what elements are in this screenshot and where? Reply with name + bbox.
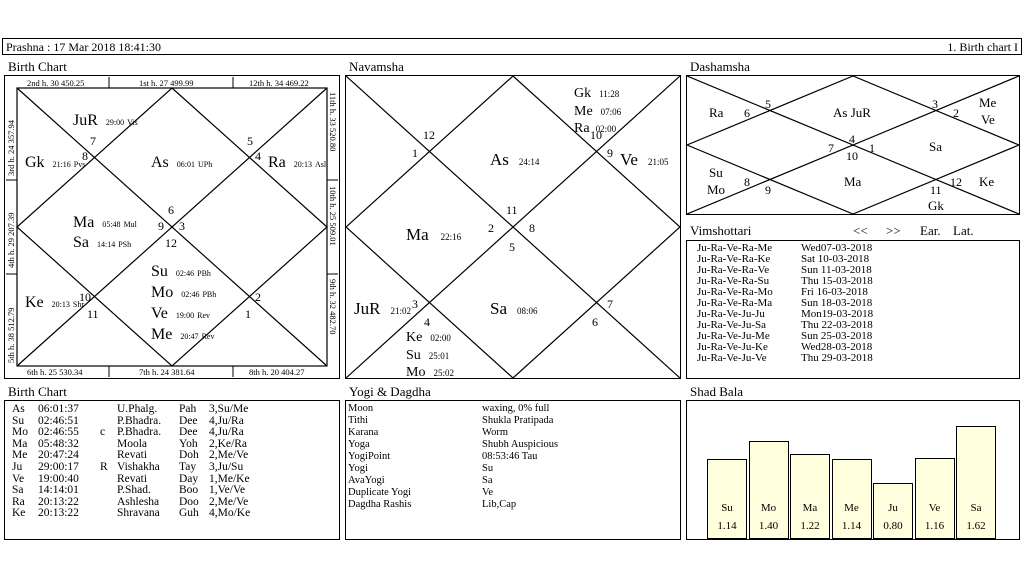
period-label: Ju-Ra-Ve-Ra-Ve: [697, 264, 770, 276]
table-row: [12, 404, 279, 416]
period-date: Wed07-03-2018: [801, 242, 873, 254]
house-number: 8: [529, 221, 535, 235]
house-number: 5: [509, 240, 515, 254]
planet-ve: [620, 150, 669, 169]
house-number: 1: [245, 307, 251, 321]
planet-as-jur: As JuR: [833, 105, 871, 120]
nakshatra-cell: Revati: [117, 449, 148, 462]
house-number: 8: [744, 175, 750, 189]
chart-text: Ra: [574, 121, 590, 136]
chart-text: 21:05: [647, 157, 669, 167]
period-label: Ju-Ra-Ve-Ra-Ke: [697, 253, 771, 265]
chart-text: 02:46: [175, 269, 195, 278]
yogi-row: [348, 463, 558, 475]
nakshatra-cell: Moola: [117, 437, 148, 450]
chart-text: JuR: [73, 112, 98, 129]
planet-mo: [151, 284, 216, 301]
birth-chart-title: Birth Chart: [8, 59, 67, 74]
yogi-panel: [345, 400, 681, 540]
house-number: 7: [607, 297, 613, 311]
bar-value: 1.22: [800, 520, 820, 532]
yogi-key: Karana: [348, 427, 379, 438]
nakshatra-cell: Shravana: [117, 507, 160, 520]
bar-value: 1.14: [841, 520, 862, 532]
planet-ve: Ve: [981, 112, 995, 127]
yogi-title: Yogi & Dagdha: [349, 384, 431, 399]
house-number: 7: [828, 141, 834, 155]
house-number: 6: [744, 106, 750, 120]
shad-bala-bar: [790, 454, 830, 539]
birth-chart-panel[interactable]: [4, 75, 340, 379]
shad-bala-bar: [707, 459, 747, 539]
yogi-value: waxing, 0% full: [482, 403, 550, 414]
flag-cell: [100, 508, 117, 520]
yogi-value: Su: [482, 463, 494, 474]
planet-sa: [490, 299, 538, 318]
lord-cell: 2,Me/Ve: [209, 449, 249, 462]
bar-label: Ju: [888, 502, 898, 514]
yogi-row: [348, 415, 558, 427]
yogi-value: Shukla Pratipada: [482, 415, 554, 426]
nakshatra-cell: P.Shad.: [117, 484, 151, 497]
chart-text: Rev: [201, 332, 215, 341]
chart-text: Mo: [406, 365, 426, 378]
planet-cell: Su: [12, 414, 25, 427]
house-number: 2: [488, 221, 494, 235]
nakshatra-cell: P.Bhadra.: [117, 426, 162, 439]
period-date: Sun 18-03-2018: [801, 297, 873, 309]
shad-bala-bar: [832, 459, 872, 539]
vimshottari-later-option[interactable]: Lat.: [953, 223, 974, 238]
pada-cell: Yoh: [179, 437, 198, 450]
lord-cell: 3,Su/Me: [209, 403, 249, 415]
chart-text: 11:28: [599, 89, 620, 99]
house-number: 2: [255, 290, 261, 304]
planet-sa: Sa: [929, 139, 942, 154]
yogi-key: Yogi: [348, 463, 368, 474]
vimshottari-row[interactable]: [697, 353, 873, 364]
planet-ma: [406, 225, 462, 244]
chart-text: 20:13: [293, 160, 313, 169]
house-number: 3: [932, 97, 938, 111]
flag-cell: R: [100, 460, 108, 473]
navamsha-diagram: [346, 76, 680, 378]
planet-su: [406, 348, 449, 363]
lord-cell: 4,Ju/Ra: [209, 426, 244, 439]
planet-ke: Ke: [979, 174, 995, 189]
house-number: 4: [424, 315, 430, 329]
house-number: 12: [423, 128, 435, 142]
bar-label: Ve: [928, 502, 941, 514]
lord-cell: 2,Me/Ve: [209, 495, 249, 508]
pada-cell: Guh: [179, 507, 199, 520]
planet-as: [151, 154, 212, 171]
planet-gk: Gk: [928, 198, 944, 213]
chart-info-text: Prashna : 17 Mar 2018 18:41:30: [6, 40, 161, 54]
period-label: Ju-Ra-Ve-Ra-Ma: [697, 297, 773, 309]
house-number: 5: [247, 134, 253, 148]
lord-cell: 4,Ju/Ra: [209, 414, 244, 427]
yogi-row: [348, 427, 558, 439]
yogi-value: Shubh Auspicious: [482, 439, 559, 450]
shad-bala-bar: [956, 426, 996, 539]
period-date: Thu 29-03-2018: [801, 352, 873, 364]
yogi-row: [348, 487, 558, 499]
period-date: Thu 15-03-2018: [801, 275, 873, 287]
period-label: Ju-Ra-Ve-Ju-Ve: [697, 352, 767, 364]
bar-label: Me: [844, 502, 859, 514]
house-number: 7: [90, 134, 96, 148]
house-label-4th: 4th h. 29 207.39: [6, 212, 16, 268]
yogi-row: [348, 439, 558, 451]
chart-text: PBh: [197, 269, 211, 278]
house-number: 11: [87, 307, 99, 321]
house-number: 4: [255, 149, 261, 163]
period-label: Ju-Ra-Ve-Ra-Su: [697, 275, 770, 287]
navamsha-panel[interactable]: [345, 75, 681, 379]
vimshottari-earlier-option[interactable]: Ear.: [920, 223, 941, 238]
chart-text: Vis: [127, 118, 138, 127]
planet-cell: Me: [12, 449, 28, 462]
chart-text: 02:46: [181, 290, 200, 299]
chart-text: 21:16: [52, 160, 71, 169]
house-label-6th: 6th h. 25 530.34: [27, 367, 83, 377]
house-label-12th: 12th h. 34 469.22: [249, 78, 309, 88]
planet-me: [151, 326, 214, 343]
longitude-cell: 05:48:32: [38, 437, 79, 450]
navamsha-title: Navamsha: [349, 59, 404, 74]
house-number: 2: [953, 106, 959, 120]
chart-text: Ve: [620, 150, 638, 169]
bar-value: 1.40: [758, 520, 779, 532]
planet-su: Su: [709, 165, 723, 180]
bar-label: Mo: [760, 502, 777, 514]
planet-cell: Ra: [12, 495, 25, 508]
house-label-2nd: 2nd h. 30 450.25: [27, 78, 85, 88]
yogi-key: YogiPoint: [348, 451, 391, 462]
house-number: 10: [846, 149, 858, 163]
house-number: 11: [930, 183, 942, 197]
nakshatra-cell: Revati: [117, 472, 148, 485]
pada-cell: Dee: [179, 414, 198, 427]
planet-cell: As: [12, 403, 25, 415]
shad-bala-chart: [707, 401, 997, 539]
chart-text: Ma: [406, 225, 429, 244]
dashamsha-title: Dashamsha: [690, 59, 750, 74]
flag-cell: c: [100, 426, 106, 439]
chart-text: Ke: [406, 330, 423, 345]
longitude-cell: 20:13:22: [38, 495, 79, 508]
bar-value: 1.14: [717, 520, 737, 532]
period-label: Ju-Ra-Ve-Ra-Me: [697, 242, 773, 254]
chart-text: Gk: [25, 154, 45, 171]
planet-ve: [151, 305, 210, 322]
yogi-key: Moon: [348, 403, 374, 414]
bar-label: Su: [721, 502, 733, 514]
pada-cell: Boo: [179, 484, 199, 497]
nakshatra-cell: P.Bhadra.: [117, 414, 162, 427]
house-number: 3: [412, 297, 418, 311]
house-number: 8: [82, 149, 88, 163]
planet-cell: Sa: [12, 484, 24, 497]
house-label-3rd: 3rd h. 24 357.94: [6, 120, 16, 176]
pada-cell: Doh: [179, 449, 199, 462]
chart-text: Sa: [73, 234, 89, 251]
shad-bala-title: Shad Bala: [690, 384, 744, 399]
planet-cell: Ve: [12, 472, 25, 485]
flag-cell: [100, 404, 117, 416]
house-label-10th: 10th h. 25 509.01: [328, 186, 338, 246]
period-label: Ju-Ra-Ve-Ra-Mo: [697, 286, 773, 298]
yogi-value: 08:53:46 Tau: [482, 451, 538, 462]
pada-cell: Pah: [179, 403, 197, 415]
longitude-cell: 06:01:37: [38, 403, 79, 415]
house-number: 1: [412, 146, 418, 160]
chart-text: 14:14: [97, 240, 116, 249]
vimshottari-list[interactable]: [686, 240, 1020, 379]
chart-text: Asl: [315, 160, 327, 169]
chart-text: UPh: [198, 160, 213, 169]
chart-text: PSh: [118, 240, 132, 249]
house-number: 9: [765, 183, 771, 197]
pada-cell: Doo: [179, 495, 199, 508]
planet-me: [574, 104, 622, 119]
longitude-cell: 20:47:24: [38, 449, 79, 462]
chart-text: As: [151, 154, 169, 171]
chart-text: Ma: [73, 214, 95, 231]
house-number: 5: [765, 97, 771, 111]
nakshatra-cell: Ashlesha: [117, 495, 160, 508]
house-number: 6: [168, 203, 174, 217]
chart-text: Sa: [490, 299, 507, 318]
pada-cell: Tay: [179, 460, 197, 473]
chart-text: 07:06: [600, 107, 622, 117]
chart-text: 25:02: [433, 368, 454, 378]
period-date: Sat 10-03-2018: [801, 253, 870, 265]
nakshatra-cell: U.Phalg.: [117, 403, 158, 415]
planet-su: [151, 263, 211, 280]
table-row: [12, 508, 279, 520]
chart-text: 24:14: [518, 157, 540, 167]
nakshatra-cell: Vishakha: [117, 460, 160, 473]
planet-cell: Ma: [12, 437, 28, 450]
chart-text: Gk: [574, 86, 592, 101]
chart-text: Mo: [151, 284, 174, 301]
longitude-cell: 19:00:40: [38, 472, 79, 485]
chart-text: Ra: [268, 154, 286, 171]
pada-cell: Dee: [179, 426, 198, 439]
period-date: Sun 11-03-2018: [801, 264, 872, 276]
period-date: Wed28-03-2018: [801, 341, 873, 353]
yogi-value: Lib,Cap: [482, 499, 517, 510]
planet-mo: [406, 365, 454, 378]
birth-chart-diagram: [5, 76, 339, 378]
chart-text: Ve: [151, 305, 168, 322]
lord-cell: 1,Ve/Ve: [209, 484, 246, 497]
period-label: Ju-Ra-Ve-Ju-Ju: [697, 308, 765, 320]
chart-text: 21:02: [390, 306, 411, 316]
longitude-cell: 20:13:22: [38, 507, 79, 520]
flag-cell: [100, 474, 117, 486]
dashamsha-diagram: [687, 76, 1019, 214]
vimshottari-prev-button[interactable]: <<: [853, 223, 868, 238]
house-label-1st: 1st h. 27 499.99: [139, 78, 194, 88]
planet-ma: [73, 214, 138, 231]
chart-text: 22:16: [440, 232, 462, 242]
bar-label: Sa: [970, 502, 982, 514]
chart-text: Ke: [25, 294, 44, 311]
planet-jur: [73, 112, 138, 129]
chart-text: 02:00: [595, 124, 617, 134]
shad-bala-bar: [873, 483, 913, 539]
planet-ke: [25, 294, 84, 311]
planet-me: Me: [979, 95, 997, 110]
yogi-key: AvaYogi: [348, 475, 385, 486]
house-number: 9: [607, 146, 613, 160]
vimshottari-title: Vimshottari: [690, 223, 752, 238]
table-row: [12, 462, 279, 474]
chart-text: 02:00: [430, 333, 451, 343]
planet-mo: Mo: [707, 182, 726, 197]
period-date: Mon19-03-2018: [801, 308, 874, 320]
bar-value: 1.62: [966, 520, 986, 532]
chart-text: 25:01: [428, 351, 450, 361]
period-date: Fri 16-03-2018: [801, 286, 868, 298]
house-number: 12: [165, 236, 177, 250]
chart-text: 19:00: [175, 311, 195, 320]
yogi-key: Duplicate Yogi: [348, 487, 411, 498]
lord-cell: 1,Me/Ke: [209, 472, 250, 485]
planet-ma: Ma: [844, 174, 862, 189]
chart-selector-label[interactable]: 1. Birth chart I: [947, 40, 1018, 54]
chart-text: Shr: [72, 300, 85, 309]
house-number: 11: [506, 203, 518, 217]
longitude-cell: 02:46:51: [38, 414, 79, 427]
chart-text: 06:01: [176, 160, 196, 169]
pada-cell: Day: [179, 472, 199, 485]
chart-text: 05:48: [102, 220, 121, 229]
yogi-value: Worm: [482, 427, 508, 438]
shad-bala-bar: [915, 458, 955, 539]
planet-as: [490, 150, 540, 169]
chart-text: 20:13: [51, 300, 70, 309]
lord-cell: 2,Ke/Ra: [209, 437, 248, 450]
lord-cell: 3,Ju/Su: [209, 460, 244, 473]
chart-text: 29:00: [105, 118, 125, 127]
period-date: Sun 25-03-2018: [801, 330, 873, 342]
yogi-row: [348, 403, 558, 415]
house-label-9th: 9th h. 32 482.70: [328, 279, 338, 335]
bar-label: Ma: [802, 502, 818, 514]
house-number: 12: [950, 175, 962, 189]
chart-text: PBh: [202, 290, 217, 299]
planet-ke: [406, 330, 451, 345]
planet-cell: Ke: [12, 507, 26, 520]
planet-ra: [574, 121, 617, 136]
house-label-11th: 11th h. 33 520.80: [328, 92, 338, 152]
flag-cell: [100, 439, 117, 451]
chart-text: As: [490, 150, 509, 169]
yogi-value: Ve: [482, 487, 494, 498]
yogi-key: Yoga: [348, 439, 370, 450]
period-label: Ju-Ra-Ve-Ju-Ke: [697, 341, 768, 353]
planet-gk: [574, 86, 620, 101]
planet-gk: [25, 154, 85, 171]
flag-cell: [100, 497, 117, 509]
yogi-row: [348, 499, 558, 511]
chart-text: 20:47: [180, 332, 199, 341]
flag-cell: [100, 485, 117, 497]
birth-table-panel: [4, 400, 340, 540]
yogi-key: Tithi: [348, 415, 369, 426]
chart-text: Pvs: [73, 160, 86, 169]
chart-text: Me: [574, 104, 593, 119]
period-label: Ju-Ra-Ve-Ju-Sa: [697, 319, 767, 331]
house-number: 4: [849, 132, 855, 146]
house-number: 9: [158, 219, 164, 233]
period-date: Thu 22-03-2018: [801, 319, 873, 331]
chart-text: Su: [406, 348, 421, 363]
bar-value: 0.80: [883, 520, 903, 532]
yogi-row: [348, 475, 558, 487]
house-label-7th: 7th h. 24 381.64: [139, 367, 195, 377]
planet-ra: Ra: [709, 105, 724, 120]
vimshottari-next-button[interactable]: >>: [886, 223, 901, 238]
longitude-cell: 29:00:17: [38, 460, 79, 473]
planet-cell: Ju: [12, 460, 23, 473]
chart-text: Rev: [197, 311, 211, 320]
yogi-key: Dagdha Rashis: [348, 499, 412, 510]
chart-text: Su: [151, 263, 168, 280]
chart-text: 08:06: [517, 306, 538, 316]
chart-text: Me: [151, 326, 173, 343]
planet-sa: [73, 234, 131, 251]
yogi-row: [348, 451, 558, 463]
house-number: 1: [869, 141, 875, 155]
house-number: 6: [592, 315, 598, 329]
house-number: 10: [590, 128, 602, 142]
house-number: 3: [179, 219, 185, 233]
longitude-cell: 02:46:55: [38, 426, 79, 439]
birth-table-title: Birth Chart: [8, 384, 67, 399]
period-label: Ju-Ra-Ve-Ju-Me: [697, 330, 770, 342]
house-label-5th: 5th h. 38 512.79: [6, 307, 16, 363]
dashamsha-panel[interactable]: [686, 75, 1020, 215]
planet-ra: [268, 154, 327, 171]
longitude-cell: 14:14:01: [38, 484, 79, 497]
shad-bala-panel: [686, 400, 1020, 540]
house-number: 10: [79, 290, 91, 304]
planet-jur: [354, 299, 411, 318]
planet-cell: Mo: [12, 426, 28, 439]
chart-text: JuR: [354, 299, 381, 318]
lord-cell: 4,Mo/Ke: [209, 507, 251, 520]
house-label-8th: 8th h. 20 404.27: [249, 367, 305, 377]
table-row: [12, 485, 279, 497]
shad-bala-bar: [749, 441, 789, 539]
chart-text: Mul: [123, 220, 137, 229]
header-bar: [2, 38, 1022, 55]
bar-value: 1.16: [924, 520, 945, 532]
yogi-value: Sa: [482, 475, 493, 486]
